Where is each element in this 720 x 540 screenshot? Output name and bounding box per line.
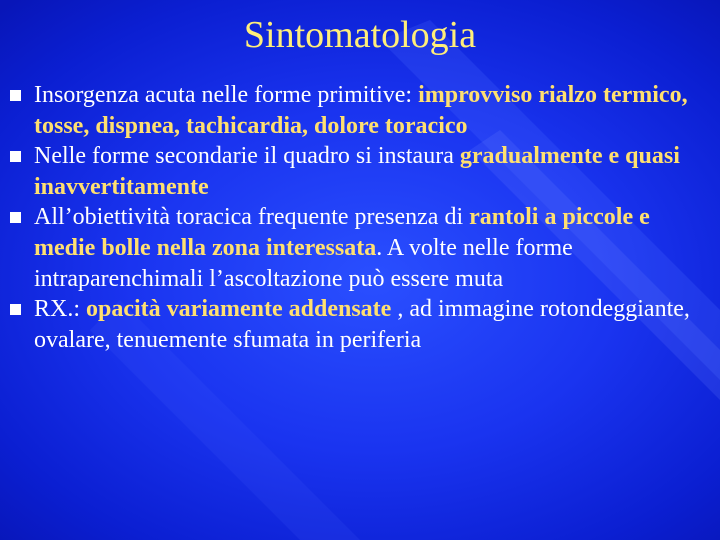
bullet-list — [0, 80, 720, 355]
square-bullet-icon — [10, 212, 21, 223]
bullet-text: RX.: — [34, 296, 87, 323]
bullet-highlight: improvviso rialzo termico, tosse, dispnea, tachicardia, dolore toracico — [34, 82, 688, 139]
square-bullet-icon — [10, 304, 21, 315]
square-bullet-icon — [10, 90, 21, 101]
bullet-highlight: gradualmente e quasi inavvertitamente — [34, 143, 680, 200]
bullet-text: All’obiettività toracica frequente presenza di — [34, 204, 470, 231]
bullet-text: , ad immagine rotondeggiante, ovalare, tenuemente sfumata in periferia — [34, 296, 690, 353]
bullet-text: Insorgenza acuta nelle forme primitive: — [34, 82, 419, 108]
slide-title: Sintomatologia — [243, 14, 477, 56]
bullet-highlight: rantoli a piccole e medie bolle nella zona interessata — [34, 204, 650, 261]
square-bullet-icon — [10, 151, 21, 162]
bullet-item — [0, 80, 720, 141]
bullet-text: Nelle forme secondarie il quadro si instaura — [34, 143, 460, 170]
bullet-text: . A volte nelle forme intraparenchimali l’ascoltazione può essere muta — [34, 234, 573, 292]
bullet-highlight: opacità variamente addensate — [86, 296, 392, 323]
bullet-item — [0, 141, 720, 202]
bullet-item — [0, 202, 720, 294]
bullet-item — [0, 294, 720, 355]
